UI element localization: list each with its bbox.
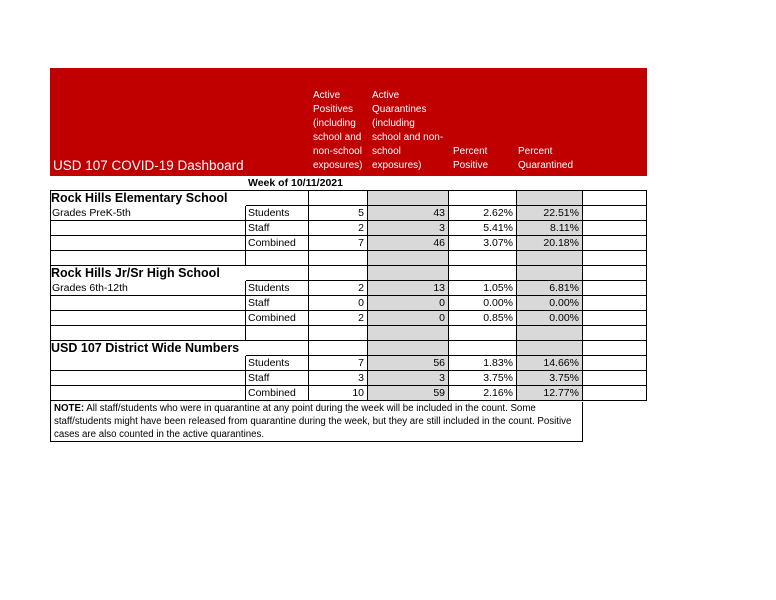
- spacer-row: [50, 326, 647, 341]
- table-cell: [50, 221, 246, 236]
- row-label: Students: [246, 281, 309, 296]
- percent-quarantined-value: 8.11%: [517, 221, 583, 236]
- header-active-quarantines: Active Quarantines (including school and non- school exposures): [372, 90, 444, 171]
- percent-quarantined-value: 6.81%: [517, 281, 583, 296]
- header-banner: [50, 68, 647, 176]
- table-row: [50, 236, 647, 251]
- grid-left-border: [50, 191, 51, 416]
- table-cell: [309, 266, 368, 281]
- row-label: Combined: [246, 236, 309, 251]
- table-cell: [50, 371, 246, 386]
- row-label: Students: [246, 356, 309, 371]
- percent-quarantined-value: 22.51%: [517, 206, 583, 221]
- table-cell: [583, 311, 647, 326]
- percent-positive-value: 1.05%: [449, 281, 517, 296]
- table-cell: [246, 251, 309, 266]
- table-cell: [583, 386, 647, 401]
- table-cell: [583, 356, 647, 371]
- active-positives-value: 5: [309, 206, 368, 221]
- active-positives-value: 2: [309, 221, 368, 236]
- active-quarantines-value: 56: [368, 356, 449, 371]
- table-cell: [246, 326, 309, 341]
- table-row: [50, 311, 647, 326]
- percent-positive-value: 0.85%: [449, 311, 517, 326]
- percent-positive-value: 2.62%: [449, 206, 517, 221]
- table-cell: [583, 236, 647, 251]
- grade-label: Grades 6th-12th: [50, 281, 246, 296]
- table-cell: [368, 341, 449, 356]
- table-cell: [246, 191, 309, 206]
- table-cell: [583, 341, 647, 356]
- table-cell: [517, 341, 583, 356]
- grade-label: Grades PreK-5th: [50, 206, 246, 221]
- table-row: [50, 296, 647, 311]
- table-cell: [583, 251, 647, 266]
- table-cell: [583, 326, 647, 341]
- table-cell: [368, 266, 449, 281]
- table-cell: [449, 341, 517, 356]
- table-cell: [583, 266, 647, 281]
- percent-positive-value: 5.41%: [449, 221, 517, 236]
- row-label: Combined: [246, 311, 309, 326]
- section-header-row: [50, 266, 647, 281]
- table-cell: [246, 266, 309, 281]
- table-cell: [583, 206, 647, 221]
- active-positives-value: 10: [309, 386, 368, 401]
- table-cell: [517, 191, 583, 206]
- table-cell: [517, 326, 583, 341]
- active-quarantines-value: 13: [368, 281, 449, 296]
- table-row: [50, 386, 647, 401]
- percent-quarantined-value: 0.00%: [517, 296, 583, 311]
- table-cell: [449, 266, 517, 281]
- table-cell: [368, 191, 449, 206]
- row-label: Staff: [246, 371, 309, 386]
- header-percent-quarantined: Percent Quarantined: [518, 146, 574, 171]
- row-label: Staff: [246, 296, 309, 311]
- active-quarantines-value: 43: [368, 206, 449, 221]
- percent-positive-value: 3.07%: [449, 236, 517, 251]
- note-box: [50, 402, 583, 442]
- table-cell: [50, 236, 246, 251]
- table-cell: [50, 326, 246, 341]
- active-positives-value: 2: [309, 311, 368, 326]
- percent-quarantined-value: 12.77%: [517, 386, 583, 401]
- table-cell: [50, 386, 246, 401]
- active-positives-value: 7: [309, 236, 368, 251]
- active-positives-value: 3: [309, 371, 368, 386]
- table-row: [50, 206, 647, 221]
- table-row: [50, 221, 647, 236]
- active-quarantines-value: 0: [368, 311, 449, 326]
- active-quarantines-value: 0: [368, 296, 449, 311]
- week-label: Week of 10/11/2021: [248, 177, 343, 189]
- dashboard-sheet: [50, 68, 650, 440]
- percent-quarantined-value: 14.66%: [517, 356, 583, 371]
- dashboard-title: USD 107 COVID-19 Dashboard: [53, 158, 244, 173]
- percent-quarantined-value: 20.18%: [517, 236, 583, 251]
- table-cell: [517, 266, 583, 281]
- row-label: Staff: [246, 221, 309, 236]
- percent-positive-value: 1.83%: [449, 356, 517, 371]
- active-quarantines-value: 59: [368, 386, 449, 401]
- note-label: NOTE:: [54, 403, 85, 414]
- header-percent-positive: Percent Positive: [453, 146, 489, 171]
- header-active-positives: Active Positives (including school and non-school exposures): [313, 90, 363, 171]
- table-cell: [309, 341, 368, 356]
- percent-quarantined-value: 0.00%: [517, 311, 583, 326]
- percent-positive-value: 0.00%: [449, 296, 517, 311]
- table-row: [50, 356, 647, 371]
- section-title: Rock Hills Jr/Sr High School: [51, 266, 220, 280]
- active-positives-value: 2: [309, 281, 368, 296]
- percent-positive-value: 3.75%: [449, 371, 517, 386]
- table-cell: [309, 191, 368, 206]
- active-positives-value: 7: [309, 356, 368, 371]
- section-title: Rock Hills Elementary School: [51, 191, 228, 205]
- table-cell: [517, 251, 583, 266]
- table-cell: [583, 296, 647, 311]
- table-cell: [368, 326, 449, 341]
- table-cell: [50, 251, 246, 266]
- table-cell: [368, 251, 449, 266]
- grade-label: [50, 356, 246, 371]
- table-cell: [583, 281, 647, 296]
- percent-positive-value: 2.16%: [449, 386, 517, 401]
- table-cell: [583, 371, 647, 386]
- table-row: [50, 281, 647, 296]
- grid-top-border: [50, 190, 647, 191]
- section-header-row: [50, 341, 647, 356]
- active-quarantines-value: 3: [368, 221, 449, 236]
- active-positives-value: 0: [309, 296, 368, 311]
- row-label: Combined: [246, 386, 309, 401]
- table-cell: [50, 296, 246, 311]
- active-quarantines-value: 3: [368, 371, 449, 386]
- percent-quarantined-value: 3.75%: [517, 371, 583, 386]
- section-title: USD 107 District Wide Numbers: [51, 341, 240, 355]
- table-row: [50, 371, 647, 386]
- row-label: Students: [246, 206, 309, 221]
- section-header-row: [50, 191, 647, 206]
- table-cell: [309, 251, 368, 266]
- table-cell: [449, 326, 517, 341]
- table-cell: [583, 221, 647, 236]
- note-text: All staff/students who were in quarantine at any point during the week will be included in the count. Some staff/students might have been released from quarantine during the week, but they are still included in the count. Positive cases are also counted in the active quarantines.: [54, 403, 572, 440]
- table-cell: [246, 341, 309, 356]
- table-cell: [449, 251, 517, 266]
- table-cell: [449, 191, 517, 206]
- table-cell: [50, 311, 246, 326]
- table-cell: [309, 326, 368, 341]
- active-quarantines-value: 46: [368, 236, 449, 251]
- table-cell: [583, 191, 647, 206]
- spacer-row: [50, 251, 647, 266]
